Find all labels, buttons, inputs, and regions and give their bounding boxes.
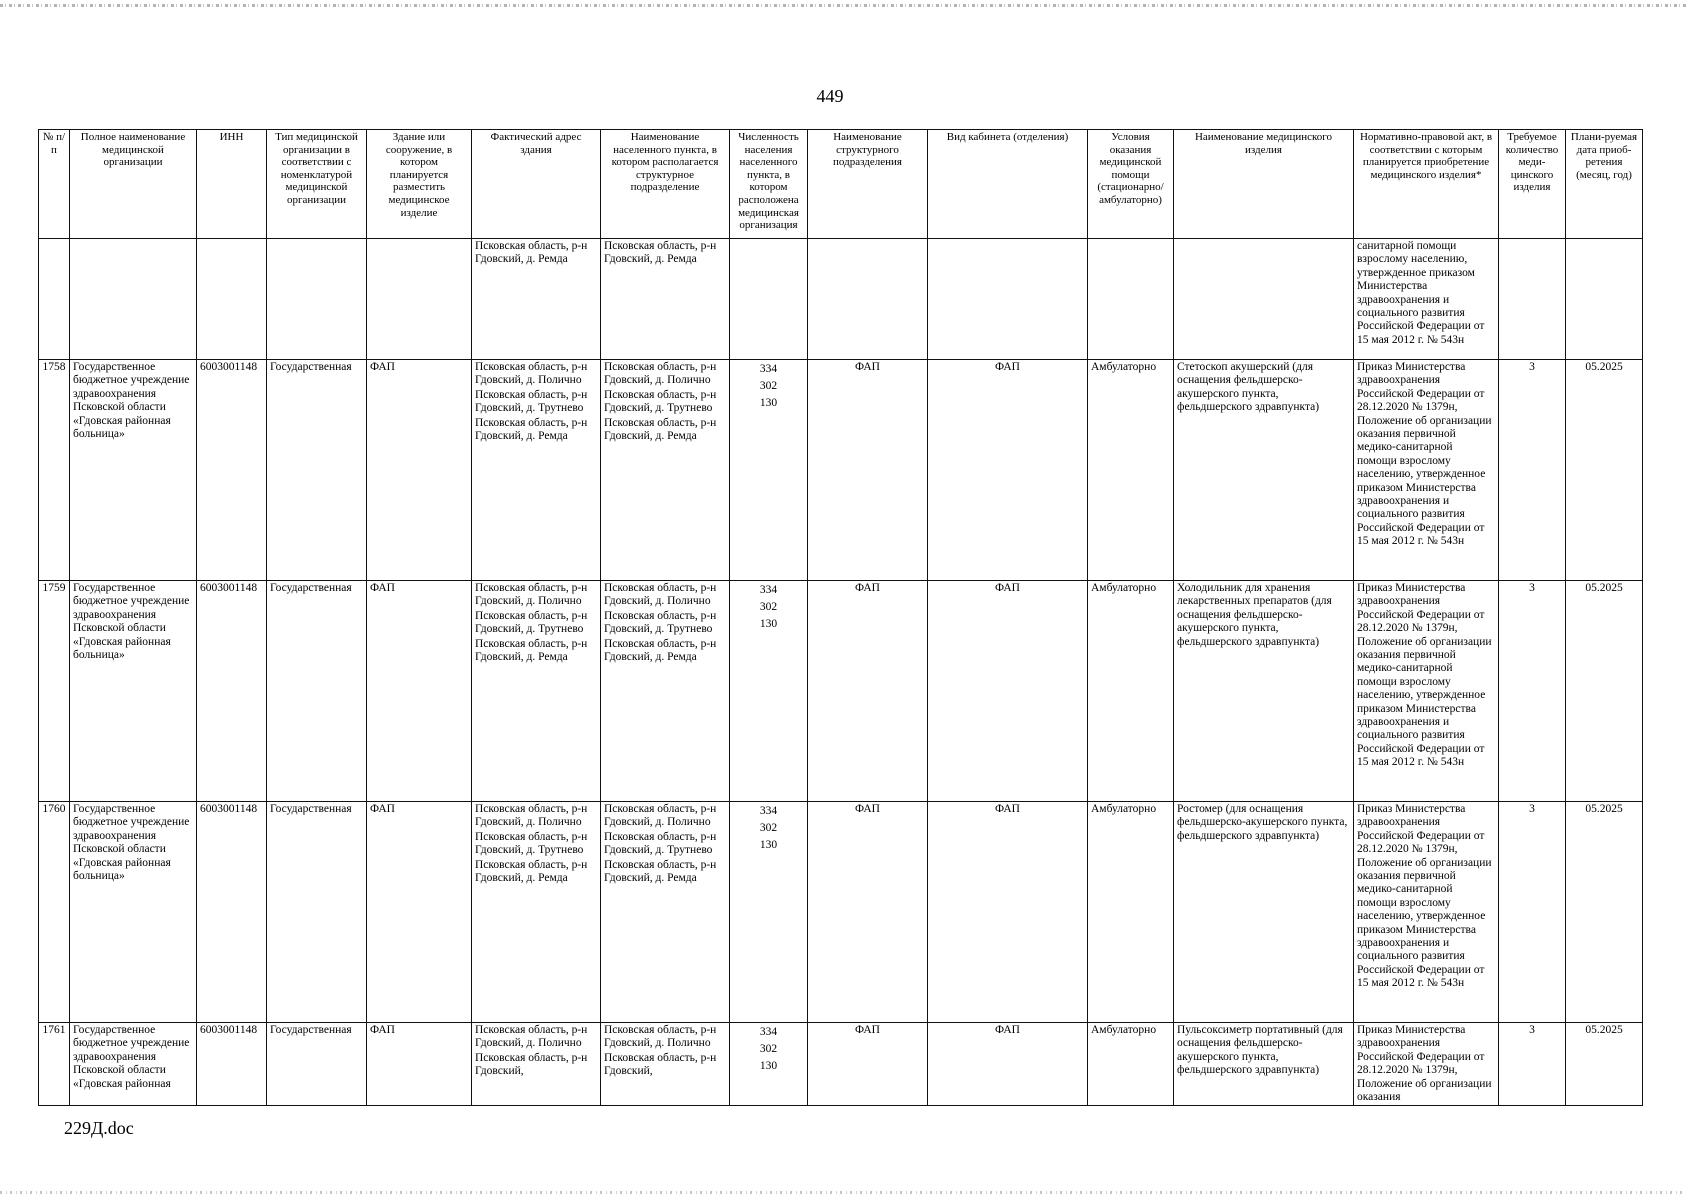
row-number: 1759 [39, 581, 70, 802]
org-name: Государственное бюджетное учреждение здравоохранения Псковской области «Гдовская районная больница» [70, 360, 197, 581]
header-row [39, 130, 1643, 239]
purchase-date: 05.2025 [1566, 1023, 1643, 1106]
population-cell [730, 360, 808, 581]
header-cell: Численность населения населенного пункта, в котором расположена медицинская организация [730, 130, 808, 239]
header-cell: Нормативно-правовой акт, в соответствии с которым планируется приобретение медицинского изделия* [1354, 130, 1499, 239]
address-line: Псковская область, р-н Гдовский, д. Полично [475, 361, 588, 387]
header-cell: Условия оказания медицинской помощи (стационарно/ амбулаторно) [1088, 130, 1174, 239]
table-cell [39, 239, 70, 360]
row-number: 1758 [39, 360, 70, 581]
cabinet: ФАП [928, 1023, 1088, 1106]
division: ФАП [808, 802, 928, 1023]
population-value: 334 [759, 805, 778, 817]
purchase-date: 05.2025 [1566, 360, 1643, 581]
population-cell [730, 802, 808, 1023]
conditions: Амбулаторно [1088, 1023, 1174, 1106]
header-cell: Вид кабинета (отделения) [928, 130, 1088, 239]
purchase-date: 05.2025 [1566, 581, 1643, 802]
document-footer: 229Д.doc [64, 1118, 134, 1138]
population-value: 130 [759, 1060, 778, 1072]
building: ФАП [367, 1023, 472, 1106]
table-row [39, 1023, 1643, 1106]
act-cell: Приказ Министерства здравоохранения Российской Федерации от 28.12.2020 № 1379н, Положение об организации оказания первичной медико-санитарной помощи взрослому населению, утвержденное приказом Министерства здравоохранения и социального развития Российской Федерации от 15 мая 2012 г. № 543н [1354, 581, 1499, 802]
org-type: Государственная [267, 360, 367, 581]
address-line: Псковская область, р-н Гдовский, д. Трутнево [475, 830, 588, 857]
population-value: 334 [759, 363, 778, 375]
act-cell: Приказ Министерства здравоохранения Российской Федерации от 28.12.2020 № 1379н, Положение об организации оказания [1354, 1023, 1499, 1106]
cabinet: ФАП [928, 360, 1088, 581]
building: ФАП [367, 802, 472, 1023]
settlement-cell: Псковская область, р-н Гдовский, д. Ремда [601, 239, 730, 360]
settlement-line: Псковская область, р-н Гдовский, д. Трутнево [604, 830, 717, 857]
device-name: Пульсоксиметр портативный (для оснащения фельдшерско-акушерского пункта, фельдшерского здравпункта) [1174, 1023, 1354, 1106]
settlement-line: Псковская область, р-н Гдовский, д. Полично [604, 361, 717, 387]
settlement-cell [601, 802, 730, 1023]
settlement-line: Псковская область, р-н Гдовский, д. Ремда [604, 858, 717, 885]
population-value: 302 [759, 1043, 778, 1055]
settlement-line: Псковская область, р-н Гдовский, д. Ремда [604, 416, 717, 443]
inn: 6003001148 [197, 1023, 267, 1106]
act-cell: Приказ Министерства здравоохранения Российской Федерации от 28.12.2020 № 1379н, Положение об организации оказания первичной медико-санитарной помощи взрослому населению, утвержденное приказом Министерства здравоохранения и социального развития Российской Федерации от 15 мая 2012 г. № 543н [1354, 802, 1499, 1023]
address-cell [472, 802, 601, 1023]
population-value: 302 [759, 822, 778, 834]
quantity: 3 [1499, 1023, 1566, 1106]
address-cell [472, 1023, 601, 1106]
page-number: 449 [816, 86, 844, 106]
address-line: Псковская область, р-н Гдовский, д. Трутнево [475, 388, 588, 415]
header-cell: Наименование структурного подразделения [808, 130, 928, 239]
settlement-line: Псковская область, р-н Гдовский, д. Трутнево [604, 388, 717, 415]
header-cell: Фактический адрес здания [472, 130, 601, 239]
act-cell: Приказ Министерства здравоохранения Российской Федерации от 28.12.2020 № 1379н, Положение об организации оказания первичной медико-санитарной помощи взрослому населению, утвержденное приказом Министерства здравоохранения и социального развития Российской Федерации от 15 мая 2012 г. № 543н [1354, 360, 1499, 581]
settlement-cell [601, 1023, 730, 1106]
continuation-row [39, 239, 1643, 360]
scan-edge-bottom [0, 1191, 1686, 1194]
table-cell [70, 239, 197, 360]
table-row [39, 360, 1643, 581]
settlement-line: Псковская область, р-н Гдовский, [604, 1051, 717, 1078]
org-name: Государственное бюджетное учреждение здравоохранения Псковской области «Гдовская районная больница» [70, 802, 197, 1023]
device-name: Стетоскоп акушерский (для оснащения фельдшерско-акушерского пункта, фельдшерского здравпункта) [1174, 360, 1354, 581]
division: ФАП [808, 1023, 928, 1106]
cabinet: ФАП [928, 581, 1088, 802]
population-value: 130 [759, 839, 778, 851]
address-line: Псковская область, р-н Гдовский, д. Полично [475, 582, 588, 608]
row-number: 1760 [39, 802, 70, 1023]
device-name: Холодильник для хранения лекарственных препаратов (для оснащения фельдшерско-акушерского пункта, фельдшерского здравпункта) [1174, 581, 1354, 802]
address-cell [472, 360, 601, 581]
table-cell [1088, 239, 1174, 360]
population-value: 334 [759, 1026, 778, 1038]
equipment-table [38, 129, 1643, 1106]
device-name: Ростомер (для оснащения фельдшерско-акушерского пункта, фельдшерского здравпункта) [1174, 802, 1354, 1023]
population-value: 302 [759, 601, 778, 613]
settlement-cell [601, 581, 730, 802]
quantity: 3 [1499, 802, 1566, 1023]
org-type: Государственная [267, 581, 367, 802]
address-line: Псковская область, р-н Гдовский, д. Полично [475, 1024, 588, 1050]
table-row [39, 581, 1643, 802]
header-cell: № п/п [39, 130, 70, 239]
table-cell [197, 239, 267, 360]
settlement-line: Псковская область, р-н Гдовский, д. Полично [604, 582, 717, 608]
table-row [39, 802, 1643, 1023]
population-value: 302 [759, 380, 778, 392]
table-cell [808, 239, 928, 360]
address-cell: Псковская область, р-н Гдовский, д. Ремда [472, 239, 601, 360]
address-line: Псковская область, р-н Гдовский, д. Ремда [475, 416, 588, 443]
header-cell: Требуемое количество меди-цинского изделия [1499, 130, 1566, 239]
settlement-line: Псковская область, р-н Гдовский, д. Трутнево [604, 609, 717, 636]
quantity: 3 [1499, 360, 1566, 581]
table-cell [1566, 239, 1643, 360]
quantity: 3 [1499, 581, 1566, 802]
table-cell [367, 239, 472, 360]
settlement-line: Псковская область, р-н Гдовский, д. Ремда [604, 637, 717, 664]
table-cell [1499, 239, 1566, 360]
header-cell: ИНН [197, 130, 267, 239]
division: ФАП [808, 360, 928, 581]
address-line: Псковская область, р-н Гдовский, д. Трутнево [475, 609, 588, 636]
header-cell: Наименование населенного пункта, в котором располагается структурное подразделение [601, 130, 730, 239]
purchase-date: 05.2025 [1566, 802, 1643, 1023]
division: ФАП [808, 581, 928, 802]
org-type: Государственная [267, 802, 367, 1023]
header-cell: Тип медицинской организации в соответствии с номенклатурой медицинской организации [267, 130, 367, 239]
settlement-line: Псковская область, р-н Гдовский, д. Полично [604, 803, 717, 829]
population-cell [730, 1023, 808, 1106]
settlement-line: Псковская область, р-н Гдовский, д. Полично [604, 1024, 717, 1050]
header-cell: Здание или сооружение, в котором планируется разместить медицинское изделие [367, 130, 472, 239]
building: ФАП [367, 360, 472, 581]
header-cell: Полное наименование медицинской организации [70, 130, 197, 239]
header-cell: Наименование медицинского изделия [1174, 130, 1354, 239]
org-type: Государственная [267, 1023, 367, 1106]
address-line: Псковская область, р-н Гдовский, д. Полично [475, 803, 588, 829]
org-name: Государственное бюджетное учреждение здравоохранения Псковской области «Гдовская районная [70, 1023, 197, 1106]
scan-edge-top [0, 4, 1686, 7]
population-value: 130 [759, 397, 778, 409]
address-line: Псковская область, р-н Гдовский, [475, 1051, 588, 1078]
conditions: Амбулаторно [1088, 802, 1174, 1023]
conditions: Амбулаторно [1088, 581, 1174, 802]
inn: 6003001148 [197, 581, 267, 802]
population-cell [730, 581, 808, 802]
table-cell [267, 239, 367, 360]
table-cell [1174, 239, 1354, 360]
row-number: 1761 [39, 1023, 70, 1106]
cabinet: ФАП [928, 802, 1088, 1023]
table-cell [928, 239, 1088, 360]
population-value: 334 [759, 584, 778, 596]
table-cell [730, 239, 808, 360]
address-line: Псковская область, р-н Гдовский, д. Ремда [475, 858, 588, 885]
address-cell [472, 581, 601, 802]
inn: 6003001148 [197, 360, 267, 581]
inn: 6003001148 [197, 802, 267, 1023]
act-cell: санитарной помощи взрослому населению, утвержденное приказом Министерства здравоохранения и социального развития Российской Федерации от 15 мая 2012 г. № 543н [1354, 239, 1499, 360]
conditions: Амбулаторно [1088, 360, 1174, 581]
org-name: Государственное бюджетное учреждение здравоохранения Псковской области «Гдовская районная больница» [70, 581, 197, 802]
header-cell: Плани-руемая дата приоб-ретения (месяц, год) [1566, 130, 1643, 239]
building: ФАП [367, 581, 472, 802]
population-value: 130 [759, 618, 778, 630]
address-line: Псковская область, р-н Гдовский, д. Ремда [475, 637, 588, 664]
settlement-cell [601, 360, 730, 581]
